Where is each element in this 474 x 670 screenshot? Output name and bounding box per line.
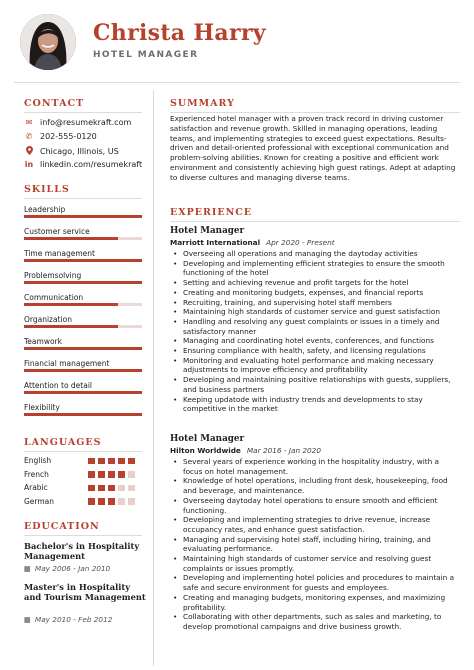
education-degree: Master's in Hospitality and Tourism Management: [24, 582, 146, 602]
job-bullet: • Developing and implementing hotel policies and procedures to maintain a safe and secure environment for guests and employees.: [170, 573, 460, 592]
summary-text: Experienced hotel manager with a proven track record in driving customer satisfaction and revenue growth. Skilled in managing operations, leading teams, and implementing strategies to exceed guest expectations. Results-driven and detail-oriented professional with exceptional communication and problem-solving abilities. Known for creating a positive and efficient work environment and consistently achieving high guest ratings. Adept at adapting to diverse cultures and managing diverse teams.: [170, 114, 456, 182]
language-rating: [88, 471, 138, 478]
language-label: German: [24, 496, 55, 506]
skill-bar: [24, 303, 142, 306]
rating-square: [98, 498, 105, 505]
contact-phone-text: 202-555-0120: [40, 132, 97, 141]
rating-square: [88, 485, 95, 492]
header-divider: [14, 82, 460, 83]
language-label: French: [24, 469, 49, 479]
job-bullet: • Overseeing all operations and managing the daytoday activities: [170, 249, 460, 259]
skill-bar: [24, 281, 142, 284]
job-bullet: • Handling and resolving any guest complaints or issues in a timely and satisfactory manner: [170, 317, 460, 336]
language-rating: [88, 485, 138, 492]
contact-location-text: Chicago, Illinois, US: [40, 147, 119, 156]
languages-divider: [24, 451, 142, 452]
job-bullet: • Keeping updatode with industry trends and developments to stay competitive in the market: [170, 395, 460, 414]
skill-label: Flexibility: [24, 403, 60, 412]
experience-heading: EXPERIENCE: [170, 207, 253, 218]
skill-bar-fill: [24, 237, 118, 240]
rating-square: [98, 485, 105, 492]
education-heading: EDUCATION: [24, 521, 100, 532]
resume-header: [0, 0, 474, 84]
job-bullet-list: [170, 249, 460, 414]
rating-square: [118, 498, 125, 505]
rating-square: [108, 458, 115, 465]
skill-label: Problemsolving: [24, 271, 82, 280]
language-label: English: [24, 456, 52, 465]
rating-square: [88, 458, 95, 465]
calendar-icon: ▦: [24, 615, 31, 624]
rating-square: [108, 498, 115, 505]
skill-bar: [24, 325, 142, 328]
skill-label: Time management: [24, 249, 95, 258]
rating-square: [128, 485, 135, 492]
skill-bar-fill: [24, 215, 142, 218]
rating-square: [108, 485, 115, 492]
skill-bar-fill: [24, 325, 118, 328]
job-bullet: • Recruiting, training, and supervising hotel staff members: [170, 298, 460, 308]
language-rating: [88, 458, 138, 465]
job-bullet-list: [170, 457, 460, 632]
job-title-heading: HOTEL MANAGER: [93, 50, 199, 60]
column-divider: [153, 90, 154, 666]
contact-phone[interactable]: [24, 132, 97, 141]
skill-label: Financial management: [24, 359, 110, 368]
job-dates: Apr 2020 - Present: [266, 238, 335, 247]
skill-bar-fill: [24, 391, 142, 394]
skill-bar-fill: [24, 281, 142, 284]
education-dates-text: May 2006 - Jan 2010: [34, 564, 111, 573]
rating-square: [128, 498, 135, 505]
calendar-icon: ▦: [24, 564, 31, 573]
skill-bar: [24, 413, 142, 416]
summary-heading: SUMMARY: [170, 98, 235, 109]
candidate-name: Christa Harry: [93, 20, 266, 46]
rating-square: [128, 458, 135, 465]
rating-square: [88, 471, 95, 478]
language-rating: [88, 498, 138, 505]
contact-heading: CONTACT: [24, 98, 85, 109]
skill-bar-fill: [24, 347, 142, 350]
skill-label: Customer service: [24, 227, 90, 236]
job-bullet: • Monitoring and evaluating hotel performance and making necessary adjustments to improve efficiency and profitability: [170, 356, 460, 375]
skill-bar: [24, 369, 142, 372]
skill-label: Leadership: [24, 205, 66, 214]
job-bullet: • Creating and monitoring budgets, expenses, and financial reports: [170, 288, 460, 298]
skill-bar: [24, 237, 142, 240]
job-bullet: • Creating and managing budgets, monitoring expenses, and maximizing profitability.: [170, 593, 460, 612]
job-bullet: • Overseeing daytoday hotel operations to ensure smooth and efficient functioning.: [170, 496, 460, 515]
rating-square: [98, 471, 105, 478]
education-degree: Bachelor's in Hospitality Management: [24, 541, 140, 561]
education-dates-text: May 2010 - Feb 2012: [34, 615, 113, 624]
job-bullet: • Ensuring compliance with health, safety, and licensing regulations: [170, 346, 460, 356]
education-divider: [24, 535, 142, 536]
skill-bar-fill: [24, 303, 118, 306]
rating-square: [88, 498, 95, 505]
linkedin-icon: in: [24, 160, 34, 169]
contact-email[interactable]: [24, 118, 131, 127]
rating-square: [98, 458, 105, 465]
job-role-title: Hotel Manager: [170, 434, 245, 444]
rating-square: [128, 471, 135, 478]
skills-divider: [24, 198, 142, 199]
skill-label: Communication: [24, 293, 84, 302]
education-dates: [24, 615, 112, 624]
languages-heading: LANGUAGES: [24, 437, 102, 448]
map-pin-icon: [24, 146, 34, 157]
skills-heading: SKILLS: [24, 184, 70, 195]
job-bullet: • Managing and coordinating hotel events, conferences, and functions: [170, 336, 460, 346]
job-dates: Mar 2016 - Jan 2020: [246, 446, 321, 455]
job-bullet: • Developing and maintaining positive relationships with guests, suppliers, and business partners: [170, 375, 460, 394]
skill-bar: [24, 215, 142, 218]
job-bullet: • Several years of experience working in the hospitality industry, with a focus on hotel management.: [170, 457, 460, 476]
summary-divider: [170, 112, 460, 113]
skill-bar-fill: [24, 413, 142, 416]
job-role-title: Hotel Manager: [170, 226, 245, 236]
skill-bar: [24, 347, 142, 350]
job-bullet: • Maintaining high standards of customer service and resolving guest complaints or issues promptly.: [170, 554, 460, 573]
job-company: Marriott International: [170, 238, 261, 247]
rating-square: [118, 471, 125, 478]
language-label: Arabic: [24, 483, 48, 492]
job-bullet: • Setting and achieving revenue and profit targets for the hotel: [170, 278, 460, 288]
job-bullet: • Collaborating with other departments, such as sales and marketing, to develop promotional campaigns and drive business growth.: [170, 612, 460, 631]
job-bullet: • Managing and supervising hotel staff, including hiring, training, and evaluating performance.: [170, 535, 460, 554]
contact-location: [24, 146, 119, 157]
job-bullet: • Knowledge of hotel operations, including front desk, housekeeping, food and beverage, and maintenance.: [170, 476, 460, 495]
contact-linkedin-text: linkedin.com/resumekraft: [40, 160, 143, 169]
job-meta: [170, 238, 335, 247]
rating-square: [118, 458, 125, 465]
education-dates: [24, 564, 110, 573]
experience-divider: [170, 221, 460, 222]
contact-linkedin[interactable]: [24, 160, 142, 169]
skill-bar: [24, 259, 142, 262]
job-meta: [170, 446, 321, 455]
skill-label: Teamwork: [24, 337, 62, 346]
rating-square: [108, 471, 115, 478]
avatar: [20, 14, 76, 70]
contact-divider: [24, 112, 142, 113]
job-bullet: • Maintaining high standards of customer service and guest satisfaction: [170, 307, 460, 317]
skill-bar-fill: [24, 369, 142, 372]
skill-bar: [24, 391, 142, 394]
skill-label: Organization: [24, 315, 72, 324]
phone-icon: ✆: [25, 132, 33, 141]
job-company: Hilton Worldwide: [170, 446, 241, 455]
skill-label: Attention to detail: [24, 381, 92, 390]
job-bullet: • Developing and implementing strategies to drive revenue, increase occupancy rates, and enhance guest satisfaction.: [170, 515, 460, 534]
contact-email-text: info@resumekraft.com: [40, 118, 132, 127]
envelope-icon: ✉: [25, 118, 33, 127]
skill-bar-fill: [24, 259, 142, 262]
rating-square: [118, 485, 125, 492]
job-bullet: • Developing and implementing efficient strategies to ensure the smooth functioning of the hotel: [170, 259, 460, 278]
